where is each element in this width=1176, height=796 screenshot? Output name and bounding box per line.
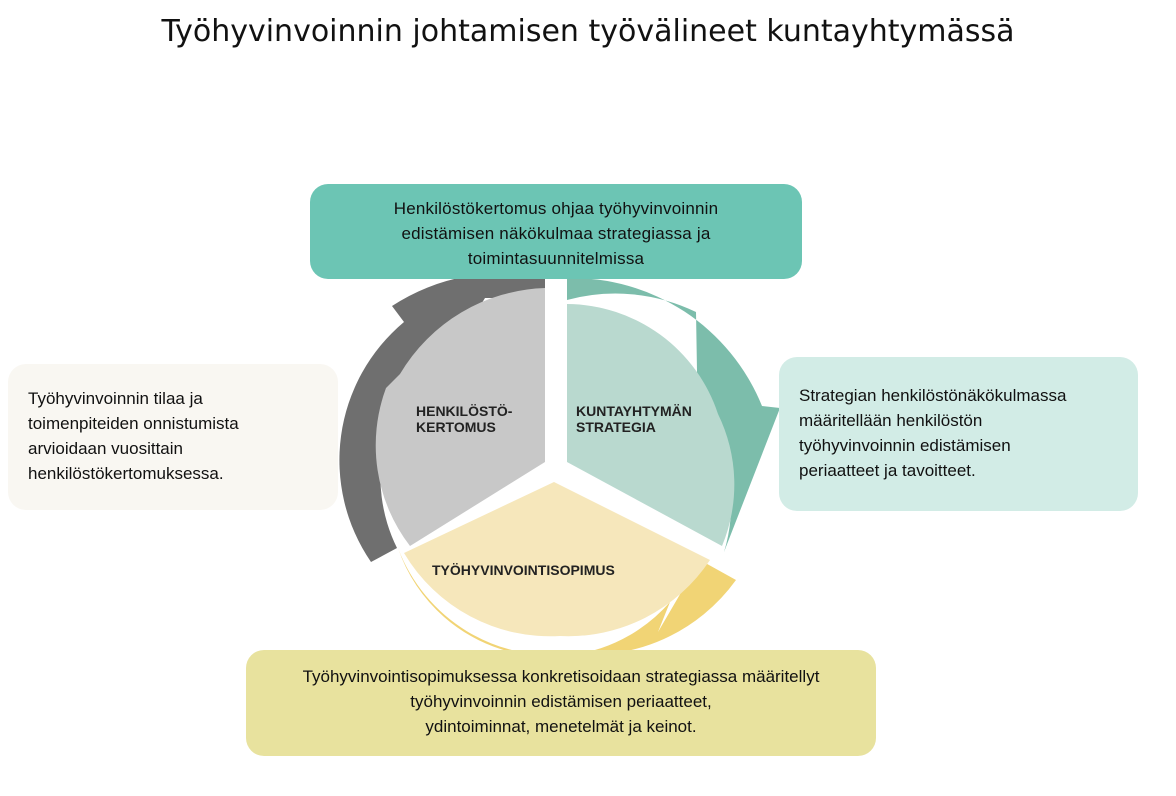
text-line: edistämisen näkökulmaa strategiassa ja <box>401 224 711 243</box>
kuntayhtyman-strategia-label <box>576 403 692 435</box>
label-line: TYÖHYVINVOINTISOPIMUS <box>432 562 615 578</box>
tyohyvinvointisopimus-label <box>432 562 615 578</box>
henkilostokertomus-label <box>416 403 512 435</box>
text-line: Strategian henkilöstönäkökulmassa <box>799 386 1067 405</box>
text-line: työhyvinvoinnin edistämisen <box>799 436 1011 455</box>
strategia-info-box <box>779 357 1138 511</box>
text-line: arvioidaan vuosittain <box>28 439 183 458</box>
label-line: HENKILÖSTÖ- <box>416 403 513 419</box>
label-line: STRATEGIA <box>576 419 656 435</box>
text-line: Työhyvinvoinnin tilaa ja <box>28 389 203 408</box>
tyohyvinvointisopimus-info-box <box>246 650 876 756</box>
text-line: Työhyvinvointisopimuksessa konkretisoidaan strategiassa määritellyt <box>302 667 820 686</box>
text-line: periaatteet ja tavoitteet. <box>799 461 976 480</box>
henkilostokertomus-info-box <box>310 184 802 279</box>
text-line: määritellään henkilöstön <box>799 411 983 430</box>
text-line: ydintoiminnat, menetelmät ja keinot. <box>425 717 697 736</box>
text-line: Henkilöstökertomus ohjaa työhyvinvoinnin <box>393 199 719 218</box>
label-line: KUNTAYHTYMÄN <box>576 403 692 419</box>
arviointi-info-box <box>8 364 338 510</box>
text-line: henkilöstökertomuksessa. <box>28 464 224 483</box>
text-line: toimintasuunnitelmissa <box>467 249 645 268</box>
label-line: KERTOMUS <box>416 419 496 435</box>
text-line: työhyvinvoinnin edistämisen periaatteet, <box>410 692 712 711</box>
text-line: toimenpiteiden onnistumista <box>28 414 239 433</box>
page-title: Työhyvinvoinnin johtamisen työvälineet kuntayhtymässä <box>161 14 1015 49</box>
